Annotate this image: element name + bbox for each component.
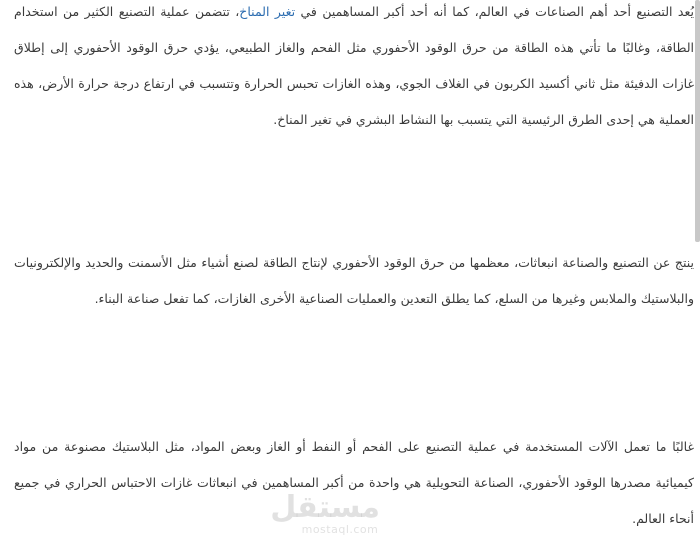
paragraph-1-rest: ، تتضمن عملية التصنيع الكثير من استخدام الطاقة، وغالبًا ما تأتي هذه الطاقة من حرق الوقود الأحفوري مثل الفحم والغاز الطبيعي، يؤدي حرق الوقود الأحفوري إلى إطلاق غازات الدفيئة مثل ثاني أكسيد الكربون في الغلاف الجوي، وهذه الغازات تحبس الحرارة وتتسبب في ارتفاع درجة حرارة الأرض، هذه العملية هي إحدى الطرق الرئيسية التي يتسبب بها النشاط البشري في تغير المناخ. <box>14 4 694 127</box>
scrollbar-thumb[interactable] <box>695 0 700 242</box>
paragraph-1 <box>14 0 694 138</box>
paragraph-3: غالبًا ما تعمل الآلات المستخدمة في عملية التصنيع على الفحم أو النفط أو الغاز وبعض المواد، مثل البلاستيك مصنوعة من مواد كيميائية مصدرها الوقود الأحفوري، الصناعة التحويلية هي واحدة من أكبر المساهمين في انبعاثات غازات الاحتباس الحراري في جميع أنحاء العالم. <box>14 439 694 526</box>
watermark-logo: مستقل <box>270 490 380 525</box>
paragraph-2: ينتج عن التصنيع والصناعة انبعاثات، معظمها من حرق الوقود الأحفوري لإنتاج الطاقة لصنع أشياء مثل الأسمنت والحديد والإلكترونيات والبلاستيك والملابس وغيرها من السلع، كما يطلق التعدين والعمليات الصناعية الأخرى الغازات، كما تفعل صناعة البناء. <box>14 255 694 306</box>
watermark-site: mostaql.com <box>301 523 379 536</box>
climate-change-link[interactable]: تغير المناخ <box>239 4 296 19</box>
paragraph-1-intro: يُعد التصنيع أحد أهم الصناعات في العالم، كما أنه أحد أكبر المساهمين في <box>295 4 694 19</box>
